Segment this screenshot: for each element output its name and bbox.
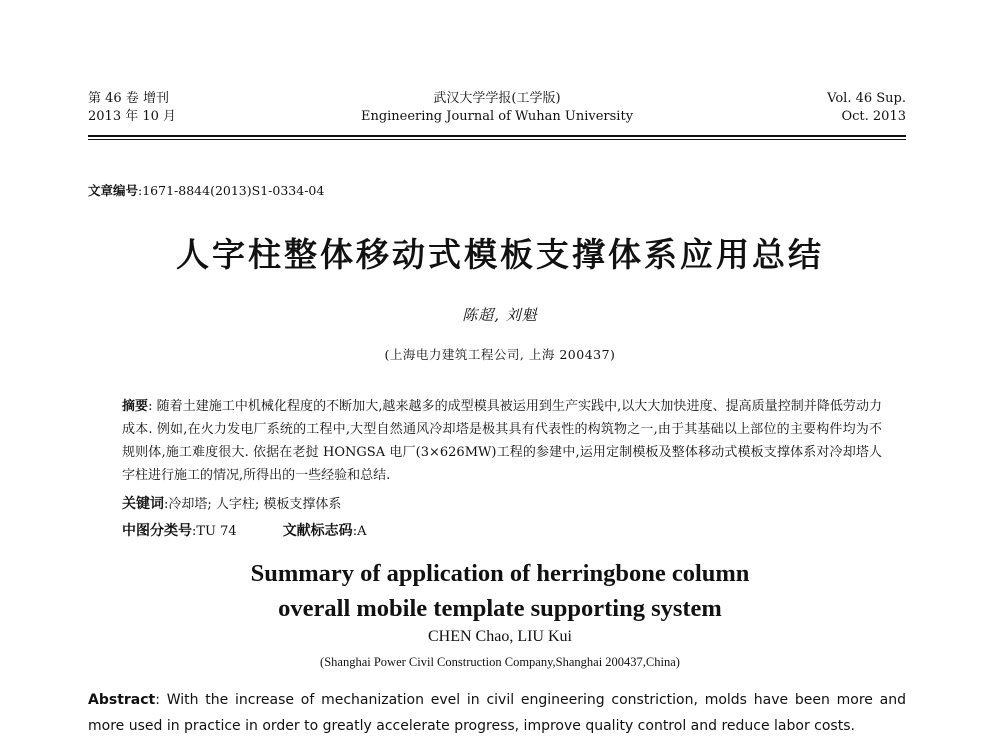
header-volume-en: Vol. 46 Sup.	[827, 91, 906, 106]
chinese-keywords	[122, 494, 882, 515]
english-abstract-text: : With the increase of mechanization evel in civil engineering constriction, molds have been more and more used in practice in order to greatly accelerate progress, improve quality control and reduce labor costs.	[88, 692, 906, 734]
header-date: 2013 年 10 月	[88, 109, 177, 124]
article-number	[88, 181, 324, 199]
chinese-classification	[122, 521, 882, 542]
running-header	[88, 90, 906, 130]
english-title-line-1: Summary of application of herringbone column	[250, 560, 750, 587]
chinese-keywords-label: 关键词	[122, 496, 164, 512]
header-rule-thin	[88, 139, 906, 140]
english-abstract	[88, 687, 906, 739]
chinese-abstract	[122, 395, 882, 487]
english-title-line-2: overall mobile template supporting system	[278, 595, 722, 622]
english-abstract-label: Abstract	[88, 692, 156, 708]
article-number-value: :1671-8844(2013)S1-0334-04	[138, 183, 325, 198]
chinese-authors: 陈超, 刘魁	[462, 306, 538, 324]
header-journal-en: Engineering Journal of Wuhan University	[360, 109, 634, 124]
class-number-value: :TU 74	[192, 524, 237, 539]
header-volume: 第 46 卷 增刊	[88, 91, 169, 106]
chinese-title: 人字柱整体移动式模板支撑体系应用总结	[176, 235, 824, 274]
doc-code-label: 文献标志码	[282, 523, 353, 539]
english-authors: CHEN Chao, LIU Kui	[428, 628, 572, 645]
header-volume-info-en	[827, 90, 906, 126]
chinese-keywords-text: :冷却塔; 人字柱; 模板支撑体系	[164, 497, 342, 512]
chinese-affiliation: (上海电力建筑工程公司, 上海 200437)	[384, 347, 616, 362]
chinese-abstract-text: : 随着土建施工中机械化程度的不断加大,越来越多的成型模具被运用到生产实践中,以大大加快进度、提高质量控制并降低劳动力成本. 例如,在火力发电厂系统的工程中,大型自然通风冷却塔是极其具有代表性的构筑物之一,由于其基础以上部位的主要构件均为不规则体,施工难度很大. 依据在老挝 HONGSA 电厂(3×626MW)工程的参建中,运用定制模板及整体移动式模板支撑体系对冷却塔人字柱进行施工的情况,所得出的一些经验和总结.	[122, 399, 882, 483]
header-rule-thick	[88, 135, 906, 137]
chinese-abstract-label: 摘要	[122, 399, 149, 414]
class-number-label: 中图分类号	[122, 523, 192, 539]
article-number-label: 文章编号	[88, 183, 139, 198]
header-journal-cn: 武汉大学学报(工学版)	[433, 91, 561, 106]
header-journal-info	[88, 90, 906, 126]
header-date-en: Oct. 2013	[841, 109, 906, 124]
doc-code-value: :A	[352, 524, 367, 539]
english-title	[0, 556, 1000, 626]
english-affiliation: (Shanghai Power Civil Construction Company,Shanghai 200437,China)	[320, 655, 680, 669]
